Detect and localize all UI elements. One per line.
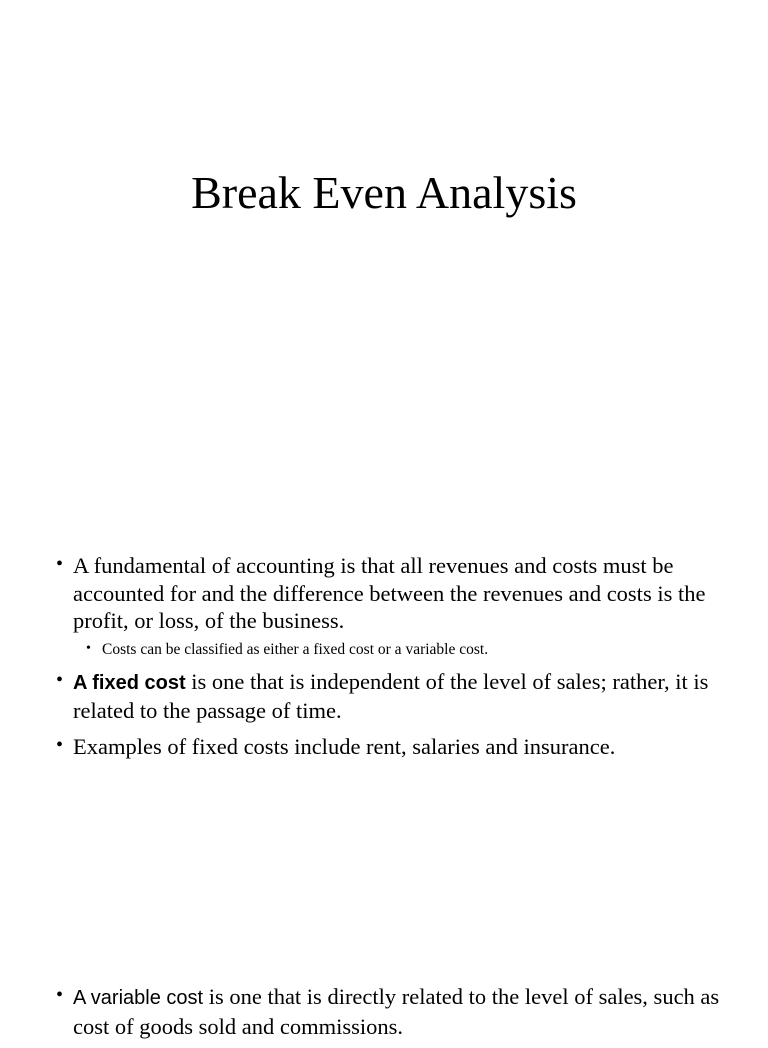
bullet-variable-cost-definition bbox=[54, 983, 744, 1040]
term-fixed-cost: A fixed cost bbox=[73, 671, 186, 694]
bullet-text: is one that is directly related to the level of sales, such as cost of goods sold and commissions. bbox=[73, 984, 720, 1039]
bullet-fixed-cost-definition bbox=[54, 668, 744, 725]
sub-bullet-cost-classification bbox=[54, 639, 744, 661]
bullet-dot-icon: • bbox=[56, 984, 64, 1006]
sub-bullet-dot-icon: • bbox=[86, 640, 91, 656]
sub-bullet-text: Costs can be classified as either a fixed cost or a variable cost. bbox=[102, 640, 489, 658]
bullet-dot-icon: • bbox=[56, 553, 64, 575]
bullet-dot-icon: • bbox=[56, 668, 64, 691]
slide-title: Break Even Analysis bbox=[191, 167, 577, 218]
bullet-list-fixed-costs bbox=[54, 552, 744, 768]
bullet-text: Examples of fixed costs include rent, salaries and insurance. bbox=[73, 733, 616, 759]
term-variable-cost: A variable cost bbox=[73, 987, 204, 1009]
bullet-text: is one that is independent of the level of sales; rather, it is related to the passage of time. bbox=[73, 668, 709, 723]
bullet-dot-icon: • bbox=[56, 733, 64, 756]
bullet-fixed-cost-examples bbox=[54, 733, 744, 761]
bullet-text: A fundamental of accounting is that all revenues and costs must be accounted for and the difference between the revenues and costs is the profit, or loss, of the business. bbox=[73, 553, 706, 633]
bullet-list-variable-costs bbox=[54, 983, 744, 1048]
bullet-accounting-fundamental bbox=[54, 552, 744, 635]
